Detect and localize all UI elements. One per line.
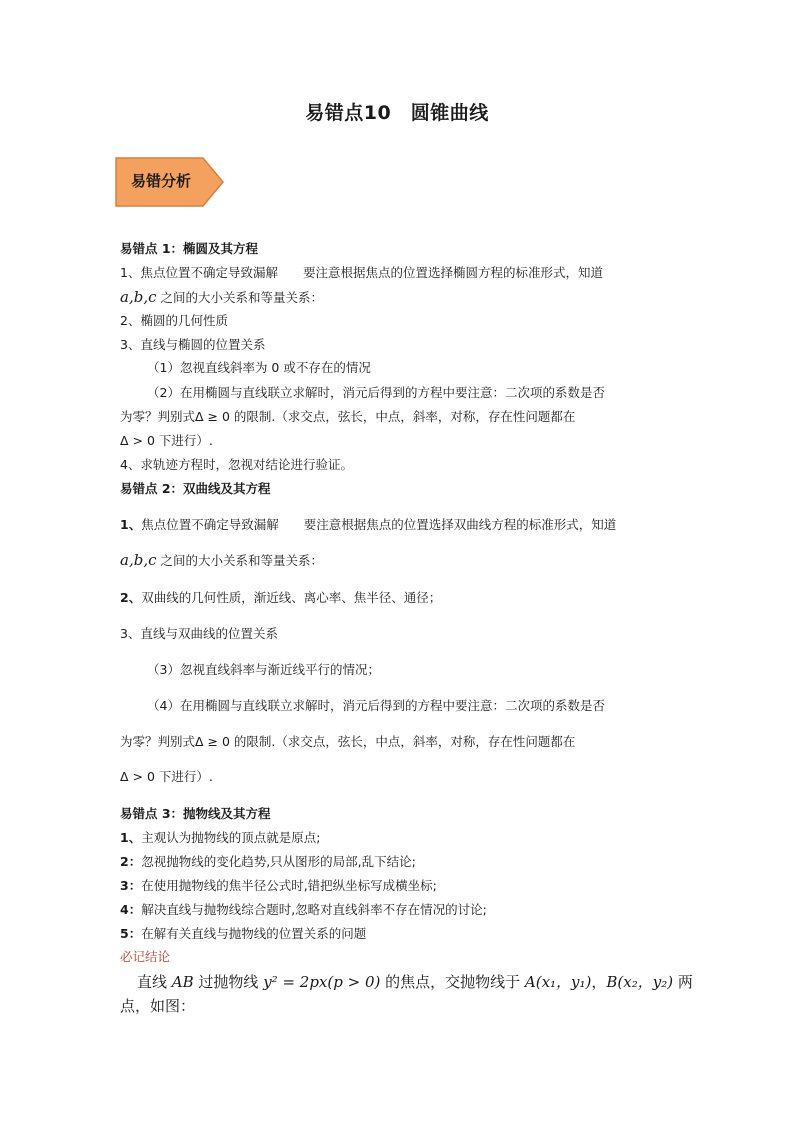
- s2-line-5: （3）忽视直线斜率与渐近线平行的情况；: [147, 662, 380, 677]
- conclusion-point-b: B(x₂，y₂): [606, 973, 674, 991]
- conclusion-text-c: 的焦点，交抛物线于: [380, 973, 525, 991]
- s3-line-3-num: 3：: [120, 878, 142, 893]
- s2-line-3: [120, 589, 441, 607]
- s2-line-3-num: 2、: [120, 590, 142, 605]
- s1-line-9: 4、求轨迹方程时，忽视对结论进行验证。: [120, 457, 353, 472]
- s3-line-3-text: 在使用抛物线的焦半径公式时,错把纵坐标写成横坐标;: [141, 878, 437, 893]
- s2-abc-math: a,b,c: [120, 551, 157, 569]
- conclusion-paragraph-line-2: 点，如图：: [120, 997, 196, 1015]
- conclusion-ab-math: AB: [171, 973, 194, 991]
- s3-line-5-text: 在解有关直线与抛物线的位置关系的问题: [141, 926, 367, 941]
- conclusion-label: 必记结论: [120, 949, 171, 964]
- s1-line-2-text: 之间的大小关系和等量关系：: [156, 290, 323, 305]
- s2-line-3-text: 双曲线的几何性质，渐近线、离心率、焦半径、通径；: [141, 590, 442, 605]
- conclusion-text-d: 两: [673, 973, 693, 991]
- s2-line-7: 为零？判别式Δ ≥ 0 的限制.（求交点，弦长，中点，斜率，对称，存在性问题都在: [120, 734, 576, 749]
- s3-line-3: [120, 877, 437, 895]
- s2-line-8: Δ > 0 下进行）.: [120, 769, 213, 784]
- s3-line-4-num: 4：: [120, 902, 142, 917]
- s1-line-2: [120, 288, 323, 307]
- s3-line-1: [120, 829, 320, 847]
- s1-line-1: 1、焦点位置不确定导致漏解 要注意根据焦点的位置选择椭圆方程的标准形式，知道: [120, 265, 603, 280]
- s1-line-6: （2）在用椭圆与直线联立求解时，消元后得到的方程中要注意：二次项的系数是否: [147, 385, 605, 400]
- section-badge: [115, 157, 225, 211]
- s1-line-7: 为零？判别式Δ ≥ 0 的限制.（求交点，弦长，中点，斜率，对称，存在性问题都在: [120, 409, 576, 424]
- s3-line-1-text: 主观认为抛物线的顶点就是原点;: [141, 830, 321, 845]
- s1-line-5: （1）忽视直线斜率为 0 或不存在的情况: [147, 360, 371, 375]
- s2-line-2: [120, 551, 323, 570]
- s1-line-4: 3、直线与椭圆的位置关系: [120, 337, 266, 352]
- s3-line-4-text: 解决直线与抛物线综合题时,忽略对直线斜率不存在情况的讨论;: [141, 902, 487, 917]
- s3-line-5: [120, 925, 366, 943]
- s2-line-6: （4）在用椭圆与直线联立求解时，消元后得到的方程中要注意：二次项的系数是否: [147, 698, 605, 713]
- s1-line-8: Δ > 0 下进行）.: [120, 433, 213, 448]
- s3-line-2-text: 忽视抛物线的变化趋势,只从图形的局部,乱下结论;: [141, 854, 416, 869]
- conclusion-paragraph-line-1: [137, 972, 693, 992]
- s2-line-2-text: 之间的大小关系和等量关系：: [156, 553, 323, 568]
- badge-label: 易错分析: [130, 172, 191, 190]
- section-3-heading: 易错点 3：抛物线及其方程: [120, 806, 271, 821]
- s2-line-1-num: 1、: [120, 517, 142, 532]
- conclusion-text-a: 直线: [137, 973, 172, 991]
- section-2-heading: 易错点 2：双曲线及其方程: [120, 481, 271, 496]
- s3-line-2: [120, 853, 416, 871]
- s1-abc-math: a,b,c: [120, 288, 157, 306]
- s3-line-1-num: 1、: [120, 830, 142, 845]
- section-1-heading: 易错点 1：椭圆及其方程: [120, 241, 259, 256]
- conclusion-separator: ，: [591, 973, 607, 991]
- s2-line-1-text: 焦点位置不确定导致漏解 要注意根据焦点的位置选择双曲线方程的标准形式，知道: [141, 517, 617, 532]
- conclusion-parabola-equation: y² = 2px(p > 0): [263, 973, 381, 991]
- s2-line-1: [120, 516, 616, 534]
- s3-line-4: [120, 901, 487, 919]
- s2-line-4: 3、直线与双曲线的位置关系: [120, 626, 278, 641]
- conclusion-point-a: A(x₁，y₁): [524, 973, 592, 991]
- s3-line-2-num: 2：: [120, 854, 142, 869]
- s3-line-5-num: 5：: [120, 926, 142, 941]
- page-title: 易错点10 圆锥曲线: [305, 102, 489, 124]
- s1-line-3: 2、椭圆的几何性质: [120, 313, 228, 328]
- conclusion-text-b: 过抛物线: [193, 973, 264, 991]
